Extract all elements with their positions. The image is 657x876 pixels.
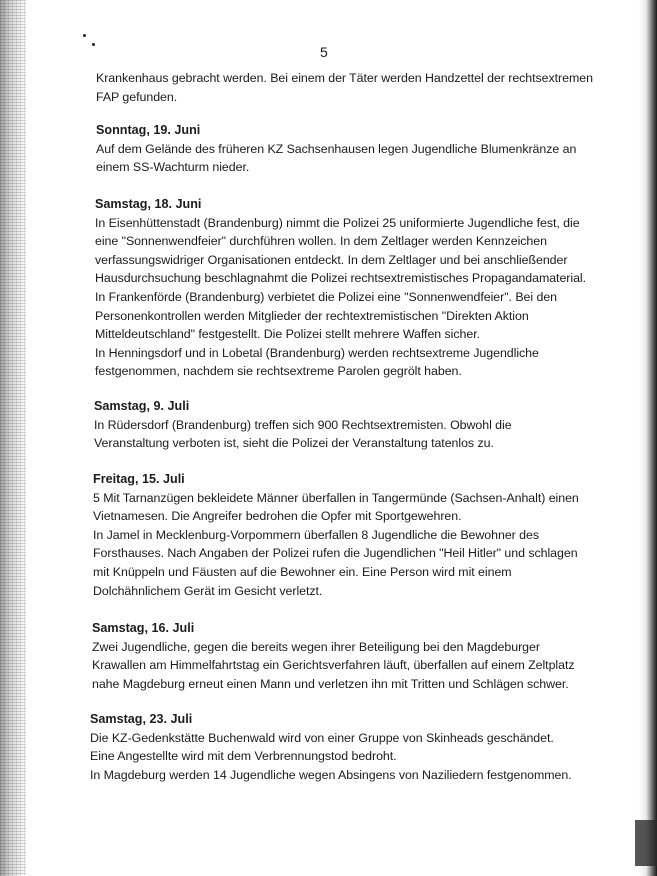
text-line: eine "Sonnenwendfeier" durchführen wollen. In dem Zeltlager werden Kennzeichen	[95, 234, 547, 249]
text-line: In Magdeburg werden 14 Jugendliche wegen Absingens von Naziliedern festgenommen.	[90, 767, 572, 782]
entry-date: Samstag, 23. Juli	[90, 712, 193, 726]
text-line: Veranstaltung verboten ist, sieht die Polizei der Veranstaltung tatenlos zu.	[94, 436, 494, 451]
text-line: festgenommen, nachdem sie rechtsextreme Parolen gegrölt haben.	[95, 364, 462, 379]
text-line: Personenkontrollen werden Mitglieder der rechtextremistischen "Direkten Aktion	[95, 308, 529, 323]
text-line: Dolchähnlichem Gerät im Gesicht verletzt.	[93, 583, 323, 598]
page-number: 5	[320, 44, 328, 60]
text-line: Vietnamesen. Die Angreifer bedrohen die Opfer mit Sportgewehren.	[93, 509, 462, 524]
text-line: Hausdurchsuchung beschlagnahmt die Polizei rechtsextremistisches Propagandamaterial.	[95, 271, 587, 286]
text-line: einem SS-Wachturm nieder.	[96, 160, 250, 175]
scan-speck	[83, 34, 86, 37]
text-line: In Jamel in Mecklenburg-Vorpommern überfallen 8 Jugendliche die Bewohner des	[93, 527, 539, 542]
entry-18-juni	[95, 195, 587, 381]
scan-edge-right	[639, 0, 657, 876]
text-line: nahe Magdeburg erneut einen Mann und verletzen ihn mit Tritten und Schlägen schwer.	[92, 676, 569, 691]
entry-date: Sonntag, 19. Juni	[96, 123, 201, 137]
text-line: Die KZ-Gedenkstätte Buchenwald wird von einer Gruppe von Skinheads geschändet.	[90, 730, 554, 745]
text-line: In Frankenförde (Brandenburg) verbietet die Polizei eine "Sonnenwendfeier". Bei den	[95, 289, 558, 304]
entry-23-juli	[90, 710, 572, 784]
text-line: Forsthauses. Nach Angaben der Polizei rufen die Jugendlichen "Heil Hitler" und schlagen	[93, 546, 578, 561]
text-line: Eine Angestellte wird mit dem Verbrennungstod bedroht.	[90, 749, 397, 764]
entry-date: Samstag, 18. Juni	[95, 197, 202, 211]
text-line: Auf dem Gelände des früheren KZ Sachsenhausen legen Jugendliche Blumenkränze an	[96, 141, 577, 156]
text-line: In Henningsdorf und in Lobetal (Brandenburg) werden rechtsextreme Jugendliche	[95, 345, 539, 360]
entry-date: Samstag, 16. Juli	[92, 621, 195, 635]
entry-15-juli	[93, 470, 579, 600]
scan-edge-left	[0, 0, 26, 876]
text-line: 5 Mit Tarnanzügen bekleidete Männer überfallen in Tangermünde (Sachsen-Anhalt) einen	[93, 490, 579, 505]
text-line: Krankenhaus gebracht werden. Bei einem der Täter werden Handzettel der rechtsextremen	[96, 71, 593, 85]
text-line: In Rüdersdorf (Brandenburg) treffen sich 900 Rechtsextremisten. Obwohl die	[94, 417, 512, 432]
text-line: Zwei Jugendliche, gegen die bereits wegen ihrer Beteiligung bei den Magdeburger	[92, 639, 540, 654]
entry-19-juni	[96, 121, 577, 177]
intro-paragraph	[96, 69, 593, 106]
text-line: In Eisenhüttenstadt (Brandenburg) nimmt die Polizei 25 uniformierte Jugendliche fest, die	[95, 215, 580, 230]
entry-16-juli	[92, 619, 575, 693]
text-line: FAP gefunden.	[96, 89, 178, 104]
entry-9-juli	[94, 397, 564, 453]
text-line: Mitteldeutschland" festgestellt. Die Polizei stellt mehrere Waffen sicher.	[95, 327, 480, 342]
entry-date: Samstag, 9. Juli	[94, 399, 190, 413]
entry-date: Freitag, 15. Juli	[93, 472, 185, 486]
text-line: Krawallen am Himmelfahrtstag ein Gerichtsverfahren läuft, überfallen auf einem Zeltplatz	[92, 658, 575, 673]
text-line: verfassungswidriger Organisationen entdeckt. In dem Zeltlager und bei anschließender	[95, 252, 568, 267]
scan-blot	[635, 820, 657, 866]
text-line: mit Knüppeln und Fäusten auf die Bewohner ein. Eine Person wird mit einem	[93, 564, 512, 579]
scan-speck	[92, 43, 95, 46]
